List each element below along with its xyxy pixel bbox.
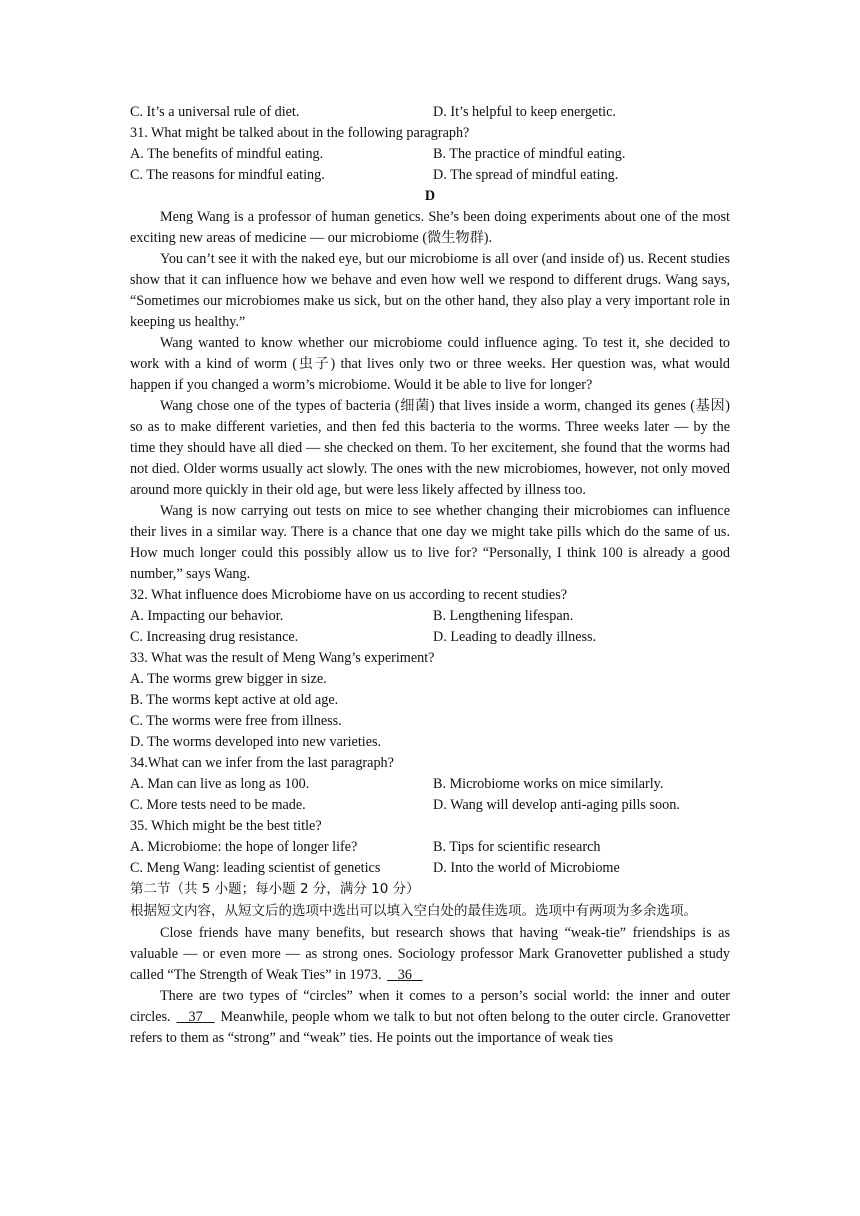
q35-option-b: B. Tips for scientific research xyxy=(433,839,601,855)
q32-option-b: B. Lengthening lifespan. xyxy=(433,608,574,624)
section-2-paragraph-1 xyxy=(130,923,730,986)
passage-d-paragraph-1: Meng Wang is a professor of human genetics. She’s been doing experiments about one of the most exciting new areas of medicine — our microbiome (微生物群). xyxy=(130,209,730,246)
q32-options-cd xyxy=(130,627,730,648)
blank-37-number: 37 xyxy=(188,1009,203,1025)
section-2-paragraph-2-start: There are two types of “circles” when it comes to a person’s social world: the inner and outer circles. xyxy=(130,988,730,1025)
q32-stem: 32. What influence does Microbiome have on us according to recent studies? xyxy=(130,587,568,603)
q32-option-d: D. Leading to deadly illness. xyxy=(433,629,597,645)
q30-option-c: C. It’s a universal rule of diet. xyxy=(130,104,300,120)
q33-option-a: A. The worms grew bigger in size. xyxy=(130,671,327,687)
q31-options-ab xyxy=(130,144,730,165)
section-2-paragraph-1-text: Close friends have many benefits, but research shows that having “weak-tie” friendships is as valuable — or even more — as strong ones. Sociology professor Mark Granovetter published a study called “The Strength of Weak Ties” in 1973. xyxy=(130,925,730,983)
passage-d-paragraph-4: Wang chose one of the types of bacteria (细菌) that lives inside a worm, changed its genes (基因) so as to make different varieties, and then fed this bacteria to the worms. Three weeks later — by the time they should have all died — she checked on them. To her excitement, she found that the worms had not died. Older worms usually act slowly. The ones with the new microbiomes, however, not only moved around more quickly in their old age, but were less likely affected by illness too. xyxy=(130,398,730,498)
blank-37 xyxy=(175,1009,217,1025)
q33-stem: 33. What was the result of Meng Wang’s experiment? xyxy=(130,650,435,666)
q35-options-cd xyxy=(130,858,730,879)
q31-option-a: A. The benefits of mindful eating. xyxy=(130,146,324,162)
q30-option-d: D. It’s helpful to keep energetic. xyxy=(433,104,616,120)
section-2-instruction: 根据短文内容，从短文后的选项中选出可以填入空白处的最佳选项。选项中有两项为多余选项。 xyxy=(130,903,697,919)
q31-option-c: C. The reasons for mindful eating. xyxy=(130,167,325,183)
q35-stem: 35. Which might be the best title? xyxy=(130,818,322,834)
passage-d-paragraph-5: Wang is now carrying out tests on mice to see whether changing their microbiomes can influence their lives in a similar way. There is a chance that one day we might take pills which do the same of us. How much longer could this possibly allow us to live for? “Personally, I think 100 is already a good number,” says Wang. xyxy=(130,503,730,582)
q33-option-d: D. The worms developed into new varieties. xyxy=(130,734,382,750)
q35-option-a: A. Microbiome: the hope of longer life? xyxy=(130,839,358,855)
q34-option-a: A. Man can live as long as 100. xyxy=(130,776,310,792)
q34-options-cd xyxy=(130,795,730,816)
q31-option-b: B. The practice of mindful eating. xyxy=(433,146,626,162)
q34-option-c: C. More tests need to be made. xyxy=(130,797,306,813)
q35-option-c: C. Meng Wang: leading scientist of genetics xyxy=(130,860,381,876)
q32-options-ab xyxy=(130,606,730,627)
exam-page xyxy=(130,102,730,1049)
section-2-title: 第二节（共 5 小题；每小题 2 分，满分 10 分） xyxy=(130,881,420,897)
section-2-paragraph-2 xyxy=(130,986,730,1049)
q31-option-d: D. The spread of mindful eating. xyxy=(433,167,619,183)
blank-36-number: 36 xyxy=(397,967,412,983)
q35-options-ab xyxy=(130,837,730,858)
blank-36 xyxy=(385,967,424,983)
q31-options-cd xyxy=(130,165,730,186)
q31-stem: 31. What might be talked about in the following paragraph? xyxy=(130,125,470,141)
q33-option-b: B. The worms kept active at old age. xyxy=(130,692,339,708)
q33-option-c: C. The worms were free from illness. xyxy=(130,713,342,729)
q32-option-c: C. Increasing drug resistance. xyxy=(130,629,299,645)
q34-stem: 34.What can we infer from the last paragraph? xyxy=(130,755,394,771)
q32-option-a: A. Impacting our behavior. xyxy=(130,608,284,624)
passage-d-heading: D xyxy=(424,188,436,204)
q35-option-d: D. Into the world of Microbiome xyxy=(433,860,620,876)
q30-options-cd xyxy=(130,102,730,123)
section-2-paragraph-2-end: Meanwhile, people whom we talk to but not often belong to the outer circle. Granovetter refers to them as “strong” and “weak” ties. He points out the importance of weak ties xyxy=(130,1009,730,1046)
q34-options-ab xyxy=(130,774,730,795)
passage-d-paragraph-2: You can’t see it with the naked eye, but our microbiome is all over (and inside of) us. Recent studies show that it can influence how we behave and even how well we respond to different drugs. Wang says, “Sometimes our microbiomes make us sick, but on the other hand, they also play a very important role in keeping us healthy.” xyxy=(130,251,730,330)
q34-option-d: D. Wang will develop anti-aging pills soon. xyxy=(433,797,680,813)
passage-d-paragraph-3: Wang wanted to know whether our microbiome could influence aging. To test it, she decided to work with a kind of worm (虫子) that lives only two or three weeks. Her question was, what would happen if you changed a worm’s microbiome. Would it be able to live for longer? xyxy=(130,335,730,393)
q34-option-b: B. Microbiome works on mice similarly. xyxy=(433,776,664,792)
